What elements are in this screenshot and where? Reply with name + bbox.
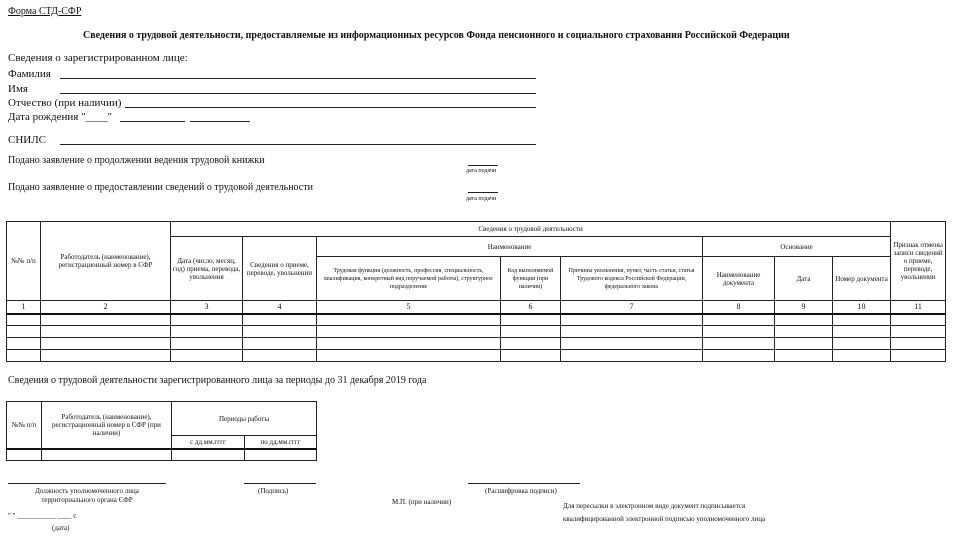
provide-info-text: Подано заявление о предоставлении сведений о трудовой деятельности: [8, 182, 313, 193]
snils-field[interactable]: [60, 144, 536, 145]
periods-col-num: №№ п/п: [7, 402, 42, 449]
col-reason-header: Причины увольнения, пункт, часть статьи, статья Трудового кодекса Российской Федерации, федерального закона: [561, 257, 703, 301]
col-number: 1: [7, 301, 41, 314]
group-basis-header: Основание: [703, 237, 891, 257]
col-doc-num-header: Номер документа: [833, 257, 891, 301]
patronymic-field[interactable]: [125, 107, 536, 108]
periods-col-to: по дд.мм.гггг: [245, 436, 317, 449]
position-line[interactable]: [8, 483, 166, 484]
decoding-caption: (Расшифровка подписи): [485, 487, 557, 495]
group-activity-header: Сведения о трудовой деятельности: [171, 222, 891, 237]
col-number: 7: [561, 301, 703, 314]
continue-book-date-field[interactable]: [468, 165, 498, 166]
page-title: Сведения о трудовой деятельности, предоставляемые из информационных ресурсов Фонда пенсионного и социального страхования Российской Федерации: [83, 30, 790, 41]
col-doc-date-header: Дата: [775, 257, 833, 301]
person-heading: Сведения о зарегистрированном лице:: [8, 52, 188, 64]
signature-line[interactable]: [244, 483, 316, 484]
provide-info-date-caption: дата подачи: [466, 196, 497, 202]
electronic-note-line2: квалифицированной электронной подписью уполномоченного лица: [563, 515, 766, 523]
col-function-header: Трудовая функция (должность, профессия, специальность, квалификация, конкретный вид поручаемой работы), структурное подразделение: [317, 257, 501, 301]
periods-col-employer: Работодатель (наименование), регистрационный номер в СФР (при наличии): [42, 402, 172, 449]
table-row[interactable]: [7, 314, 946, 326]
col-number: 8: [703, 301, 775, 314]
decoding-line[interactable]: [468, 483, 580, 484]
col-number: 4: [243, 301, 317, 314]
provide-info-date-field[interactable]: [468, 192, 498, 193]
column-numbers-row: [7, 301, 946, 314]
col-doc-name-header: Наименование документа: [703, 257, 775, 301]
col-code-header: Код выполняемой функции (при наличии): [501, 257, 561, 301]
electronic-note-line1: Для пересылки в электронном виде документ подписывается: [563, 502, 746, 510]
col-number: 6: [501, 301, 561, 314]
periods-table: [6, 401, 317, 461]
table-row[interactable]: [7, 338, 946, 350]
col-number: 11: [891, 301, 946, 314]
patronymic-label: Отчество (при наличии): [8, 97, 122, 109]
signature-caption: (Подпись): [258, 487, 289, 495]
periods-col-from: с дд.мм.гггг: [172, 436, 245, 449]
col-number: 10: [833, 301, 891, 314]
name-label: Имя: [8, 83, 28, 95]
col-number: 9: [775, 301, 833, 314]
form-label: Форма СТД-СФР: [8, 6, 82, 17]
table-row[interactable]: [7, 350, 946, 362]
section2-heading: Сведения о трудовой деятельности зарегистрированного лица за периоды до 31 декабря 2019 года: [8, 375, 427, 386]
surname-label: Фамилия: [8, 68, 51, 80]
periods-col-periods: Периоды работы: [172, 402, 317, 436]
surname-field[interactable]: [60, 78, 536, 79]
table-row[interactable]: [7, 449, 317, 461]
date-line[interactable]: " " ___________ ____ г.: [8, 512, 78, 520]
snils-label: СНИЛС: [8, 134, 47, 146]
birth-date-label: Дата рождения "____": [8, 111, 113, 123]
date-caption: (дата): [52, 524, 70, 532]
col-number: 5: [317, 301, 501, 314]
col-employer-header: Работодатель (наименование), регистрационный номер в СФР: [41, 222, 171, 301]
name-field[interactable]: [60, 93, 536, 94]
continue-book-text: Подано заявление о продолжении ведения трудовой книжки: [8, 155, 265, 166]
col-cancel-header: Признак отмены записи сведений о приеме, переводе, увольнении: [891, 222, 946, 301]
birth-month-field[interactable]: [120, 121, 185, 122]
position-caption: Должность уполномоченного лица территориального органа СФР: [35, 487, 139, 504]
col-number: 2: [41, 301, 171, 314]
activity-table: [6, 221, 946, 362]
stamp-label: М.П. (при наличии): [392, 498, 452, 506]
continue-book-date-caption: дата подачи: [466, 168, 497, 174]
birth-year-field[interactable]: [190, 121, 250, 122]
group-name-header: Наименование: [317, 237, 703, 257]
col-date-header: Дата (число, месяц, год) приема, перевода, увольнения: [171, 237, 243, 301]
table-row[interactable]: [7, 326, 946, 338]
col-number: 3: [171, 301, 243, 314]
col-num-header: №№ п/п: [7, 222, 41, 301]
col-info-header: Сведения о приеме, переводе, увольнении: [243, 237, 317, 301]
